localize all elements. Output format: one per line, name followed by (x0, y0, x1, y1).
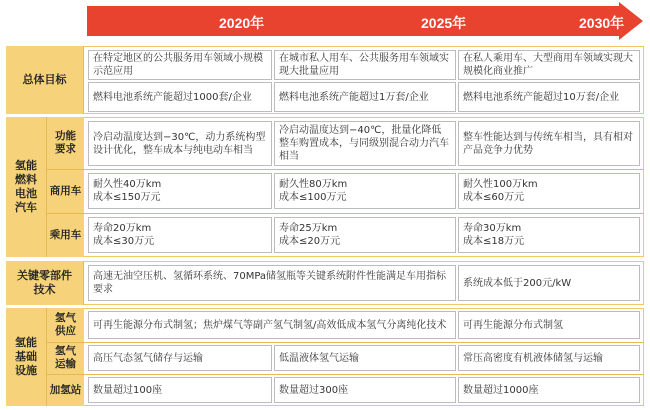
function-2030: 整车性能达到与传统车相当，具有相对产品竞争力优势 (458, 121, 640, 166)
commercial-2025: 耐久性80万km 成本≤100万元 (274, 173, 456, 209)
label-infra: 氢能基础设施 (6, 308, 46, 406)
passenger-2020: 寿命20万km 成本≤30万元 (88, 217, 272, 253)
transport-2030: 常压高密度有机液体储氢与运输 (458, 345, 640, 371)
supply-2030: 可再生能源分布式制氢 (458, 311, 640, 339)
overall-2025-capacity: 燃料电池系统产能超过1万套/企业 (274, 82, 456, 112)
components-2030: 系统成本低于200元/kW (458, 265, 640, 301)
passenger-2030: 寿命30万km 成本≤18万元 (458, 217, 640, 253)
label-function: 功能要求 (46, 117, 84, 169)
overall-2030-capacity: 燃料电池系统产能超过10万套/企业 (458, 82, 640, 112)
divider (46, 374, 644, 375)
divider (46, 169, 644, 170)
year-2025: 2025年 (421, 15, 467, 31)
station-2020: 数量超过100座 (88, 377, 272, 403)
label-transport: 氢气运输 (46, 342, 84, 374)
year-2030: 2030年 (579, 15, 625, 31)
transport-2020: 高压气态氢气储存与运输 (88, 345, 272, 371)
supply-2020-2025: 可再生能源分布式制氢；焦炉煤气等副产氢气制氢/高效低成本氢气分离纯化技术 (88, 311, 456, 339)
function-2020: 冷启动温度达到−30℃，动力系统构型设计优化，整车成本与纯电动车相当 (88, 121, 272, 166)
components-2020-2025: 高速无油空压机、氢循环系统、70MPa储氢瓶等关键系统附件性能满足车用指标要求 (88, 265, 456, 301)
commercial-2020: 耐久性40万km 成本≤150万元 (88, 173, 272, 209)
label-components: 关键零部件技术 (6, 261, 84, 305)
overall-2020-goal: 在特定地区的公共服务用车领域小规模示范应用 (88, 50, 272, 80)
label-overall: 总体目标 (6, 46, 84, 114)
transport-2025: 低温液体氢气运输 (274, 345, 456, 371)
label-supply: 氢气供应 (46, 308, 84, 342)
timeline-arrow (87, 2, 647, 40)
commercial-2030: 耐久性100万km 成本≤60万元 (458, 173, 640, 209)
divider (46, 213, 644, 214)
overall-2030-goal: 在私人乘用车、大型商用车领域实现大规模化商业推广 (458, 50, 640, 80)
label-fcv: 氢能燃料电池汽车 (6, 117, 46, 257)
station-2025: 数量超过300座 (274, 377, 456, 403)
station-2030: 数量超过1000座 (458, 377, 640, 403)
timeline-arrow-shape (87, 2, 643, 40)
label-passenger: 乘用车 (46, 213, 84, 257)
overall-2025-goal: 在城市私人用车、公共服务用车领域实现大批量应用 (274, 50, 456, 80)
function-2025: 冷启动温度达到−40℃，批量化降低整车购置成本，与同级别混合动力汽车相当 (274, 121, 456, 166)
label-commercial: 商用车 (46, 169, 84, 213)
label-station: 加氢站 (46, 374, 84, 406)
passenger-2025: 寿命25万km 成本≤20万元 (274, 217, 456, 253)
divider (46, 342, 644, 343)
year-2020: 2020年 (219, 15, 265, 31)
overall-2020-capacity: 燃料电池系统产能超过1000套/企业 (88, 82, 272, 112)
